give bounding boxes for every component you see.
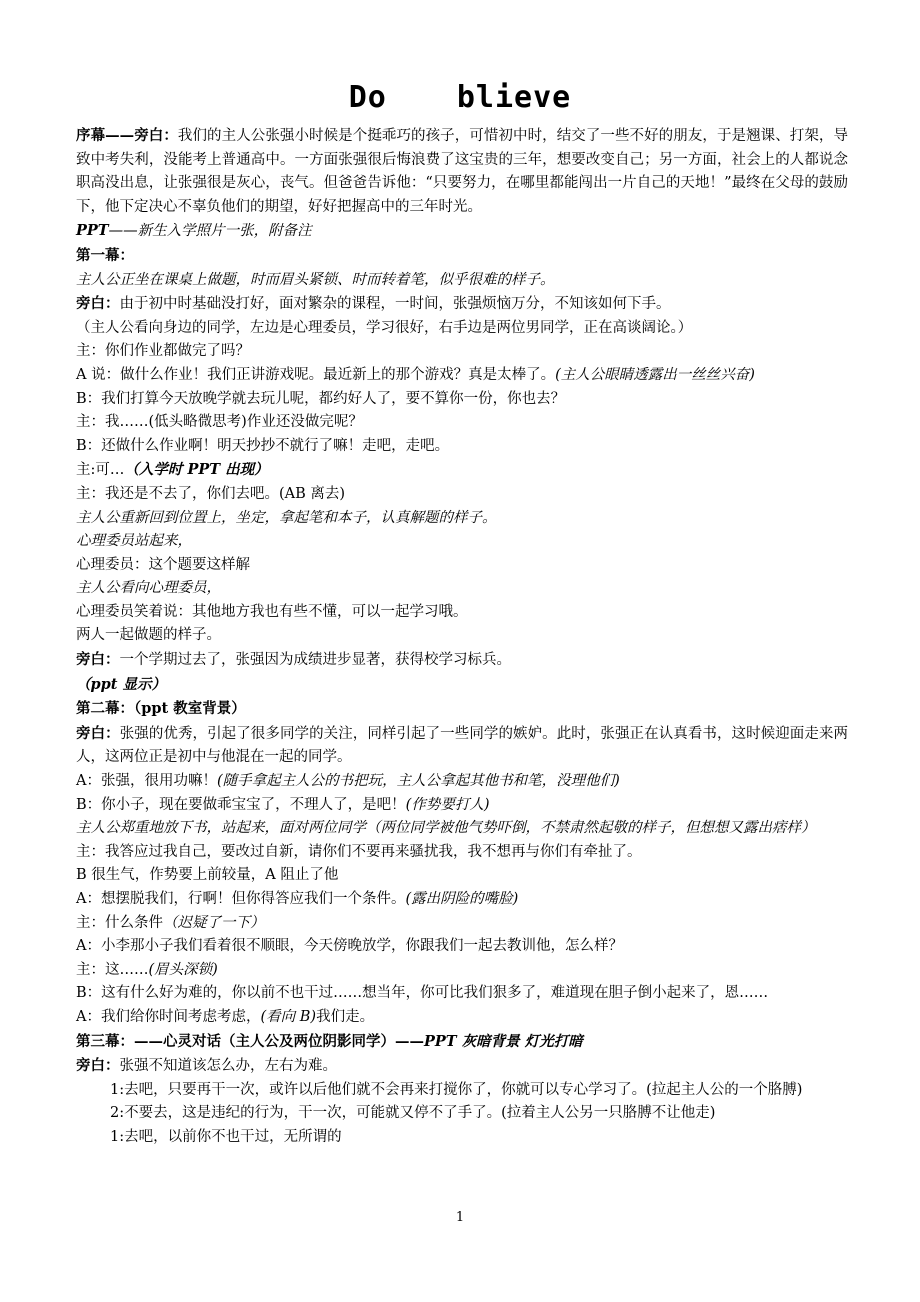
line-segment: 主人公重新回到位置上，坐定，拿起笔和本子，认真解题的样子。 (76, 509, 497, 526)
line-segment: 序幕——旁白： (76, 127, 178, 144)
script-line (76, 554, 848, 578)
script-line (76, 388, 848, 412)
line-segment: B：这有什么好为难的，你以前不也干过……想当年，你可比我们狠多了，难道现在胆子倒小起来了，恩…… (76, 985, 769, 1002)
page-title (0, 80, 920, 115)
line-segment: 旁白： (76, 651, 120, 669)
script-line (76, 292, 848, 317)
line-segment: 主：你们作业都做完了吗？ (76, 343, 250, 360)
line-segment: 主：我还是不去了，你们去吧。(AB 离去) (76, 485, 346, 502)
script-line (76, 124, 848, 219)
line-segment: 主:可… (76, 462, 125, 479)
script-line (76, 697, 848, 722)
script-line (76, 577, 848, 601)
line-segment: 主人公看向心理委员， (76, 580, 221, 597)
line-segment: 心理委员笑着说：其他地方我也有些不懂，可以一起学习哦。 (76, 603, 468, 620)
script-body (76, 124, 848, 1150)
script-line (76, 770, 848, 794)
page-number: 1 (455, 1210, 465, 1225)
line-segment: 由于初中时基础没打好，面对繁杂的课程，一时间，张强烦恼万分，不知该如何下手。 (119, 296, 671, 313)
line-segment: B：我们打算今天放晚学就去玩儿呢，都约好人了，要不算你一份，你也去？ (76, 390, 566, 407)
script-line (76, 673, 848, 698)
line-segment: A：我们给你时间考虑考虑， (76, 1008, 261, 1025)
script-line (76, 912, 848, 936)
script-line (76, 507, 848, 531)
line-segment: 心理委员站起来， (76, 533, 192, 550)
line-segment: 主：什么条件 (76, 914, 163, 931)
script-line (76, 935, 848, 959)
script-line (76, 794, 848, 818)
script-line (76, 1030, 848, 1055)
line-segment: （ppt 显示） (76, 675, 167, 693)
title-word-2: blieve (456, 80, 572, 115)
script-line (76, 1126, 848, 1150)
script-line (76, 1079, 848, 1103)
script-line (76, 317, 848, 341)
line-segment: 主：我答应过我自己，要改过自新，请你们不要再来骚扰我，我不想再与你们有牵扯了。 (76, 843, 642, 860)
script-line (76, 244, 848, 269)
line-segment: A：小李那小子我们看着很不顺眼，今天傍晚放学，你跟我们一起去教训他，怎么样？ (76, 938, 623, 955)
line-segment: 主人公郑重地放下书，站起来，面对两位同学（两位同学被他气势吓倒，不禁肃然起敬的样子，但想想又露出痞样） (76, 820, 816, 837)
line-segment: （迟疑了一下） (163, 914, 265, 931)
script-line (76, 269, 848, 293)
line-segment: ——新生入学照片一张，附备注 (108, 223, 312, 240)
title-word-1: Do (348, 80, 387, 115)
line-segment: PPT 灰暗背景 灯光打暗 (424, 1032, 583, 1050)
line-segment: (看向 B) (260, 1008, 317, 1025)
script-line (76, 219, 848, 244)
line-segment: （主人公看向身边的同学，左边是心理委员，学习很好，右手边是两位男同学，正在高谈阔论。） (76, 319, 693, 336)
script-line (76, 1102, 848, 1126)
script-line (76, 648, 848, 673)
script-line (76, 411, 848, 435)
line-segment: 我们的主人公张强小时候是个挺乖巧的孩子，可惜初中时，结交了一些不好的朋友，于是翘课、打架，导致中考失利，没能考上普通高中。一方面张强很后悔浪费了这宝贵的三年，想要改变自己；另一方面，社会上的人都说念职高没出息，让张强很是灰心，丧气。但爸爸告诉他：“只要努力，在哪里都能闯出一片自己的天地！”最终在父母的鼓励下，他下定决心不辜负他们的期望，好好把握高中的三年时光。 (76, 128, 849, 215)
line-segment: 2:不要去，这是违纪的行为，干一次，可能就又停不了手了。(拉着主人公另一只胳膊不让他走) (110, 1105, 716, 1122)
line-segment: 1:去吧，以前你不也干过，无所谓的 (110, 1128, 342, 1145)
line-segment: 主人公正坐在课桌上做题，时而眉头紧锁、时而转着笔，似乎很难的样子。 (76, 271, 555, 288)
script-line (76, 1054, 848, 1079)
line-segment: A：张强，很用功嘛！ (76, 773, 217, 790)
line-segment: 第二幕：（ppt 教室背景） (76, 700, 246, 718)
script-line (76, 841, 848, 865)
line-segment: （入学时 PPT 出现） (124, 461, 269, 479)
line-segment: 旁白： (76, 295, 120, 313)
line-segment: PPT (76, 222, 109, 240)
line-segment: 两人一起做题的样子。 (76, 627, 221, 644)
line-segment: (作势要打人) (405, 796, 490, 813)
line-segment: 旁白： (76, 1057, 120, 1075)
line-segment: 张强的优秀，引起了很多同学的关注，同样引起了一些同学的嫉妒。此时，张强正在认真看书，这时候迎面走来两人，这两位正是初中与他混在一起的同学。 (76, 725, 848, 766)
script-line (76, 340, 848, 364)
line-segment: A 说：做什么作业！我们正讲游戏呢。最近新上的那个游戏？真是太棒了。 (76, 366, 556, 383)
line-segment: 旁白： (76, 724, 120, 742)
line-segment: A：想摆脱我们，行啊！但你得答应我们一个条件。 (76, 891, 406, 907)
script-line (76, 722, 848, 770)
line-segment: 我们走。 (316, 1008, 375, 1025)
script-line (76, 530, 848, 554)
script-line (76, 435, 848, 459)
line-segment: (露出阴险的嘴脸) (405, 891, 519, 907)
script-line (76, 601, 848, 625)
line-segment: 张强不知道该怎么办，左右为难。 (119, 1058, 337, 1075)
line-segment: (眉头深锁) (148, 961, 218, 978)
line-segment: 主：这…… (76, 961, 149, 978)
line-segment: 心理委员：这个题要这样解 (76, 556, 250, 573)
line-segment: B 很生气，作势要上前较量，A 阻止了他 (76, 867, 339, 884)
line-segment: 主：我……(低头略微思考)作业还没做完呢？ (76, 414, 363, 431)
script-line (76, 982, 848, 1006)
script-line (76, 864, 848, 888)
line-segment: 1:去吧，只要再干一次，或许以后他们就不会再来打搅你了，你就可以专心学习了。(拉起主人公的一个胳膊) (110, 1081, 803, 1098)
line-segment: B：还做什么作业啊！明天抄抄不就行了嘛！走吧，走吧。 (76, 437, 450, 454)
script-line (76, 959, 848, 983)
script-line (76, 364, 848, 388)
script-line (76, 483, 848, 507)
script-line (76, 1006, 848, 1030)
script-line (76, 624, 848, 648)
line-segment: 第一幕： (76, 246, 134, 264)
script-line (76, 888, 848, 912)
line-segment: (随手拿起主人公的书把玩，主人公拿起其他书和笔，没理他们) (216, 773, 620, 790)
script-line (76, 817, 848, 841)
line-segment: (主人公眼睛透露出一丝丝兴奋) (555, 366, 755, 383)
script-line (76, 458, 848, 483)
line-segment: 第三幕：——心灵对话（主人公及两位阴影同学）—— (76, 1032, 424, 1050)
line-segment: 一个学期过去了，张强因为成绩进步显著，获得校学习标兵。 (119, 652, 511, 669)
line-segment: B：你小子，现在要做乖宝宝了，不理人了，是吧！ (76, 796, 406, 813)
